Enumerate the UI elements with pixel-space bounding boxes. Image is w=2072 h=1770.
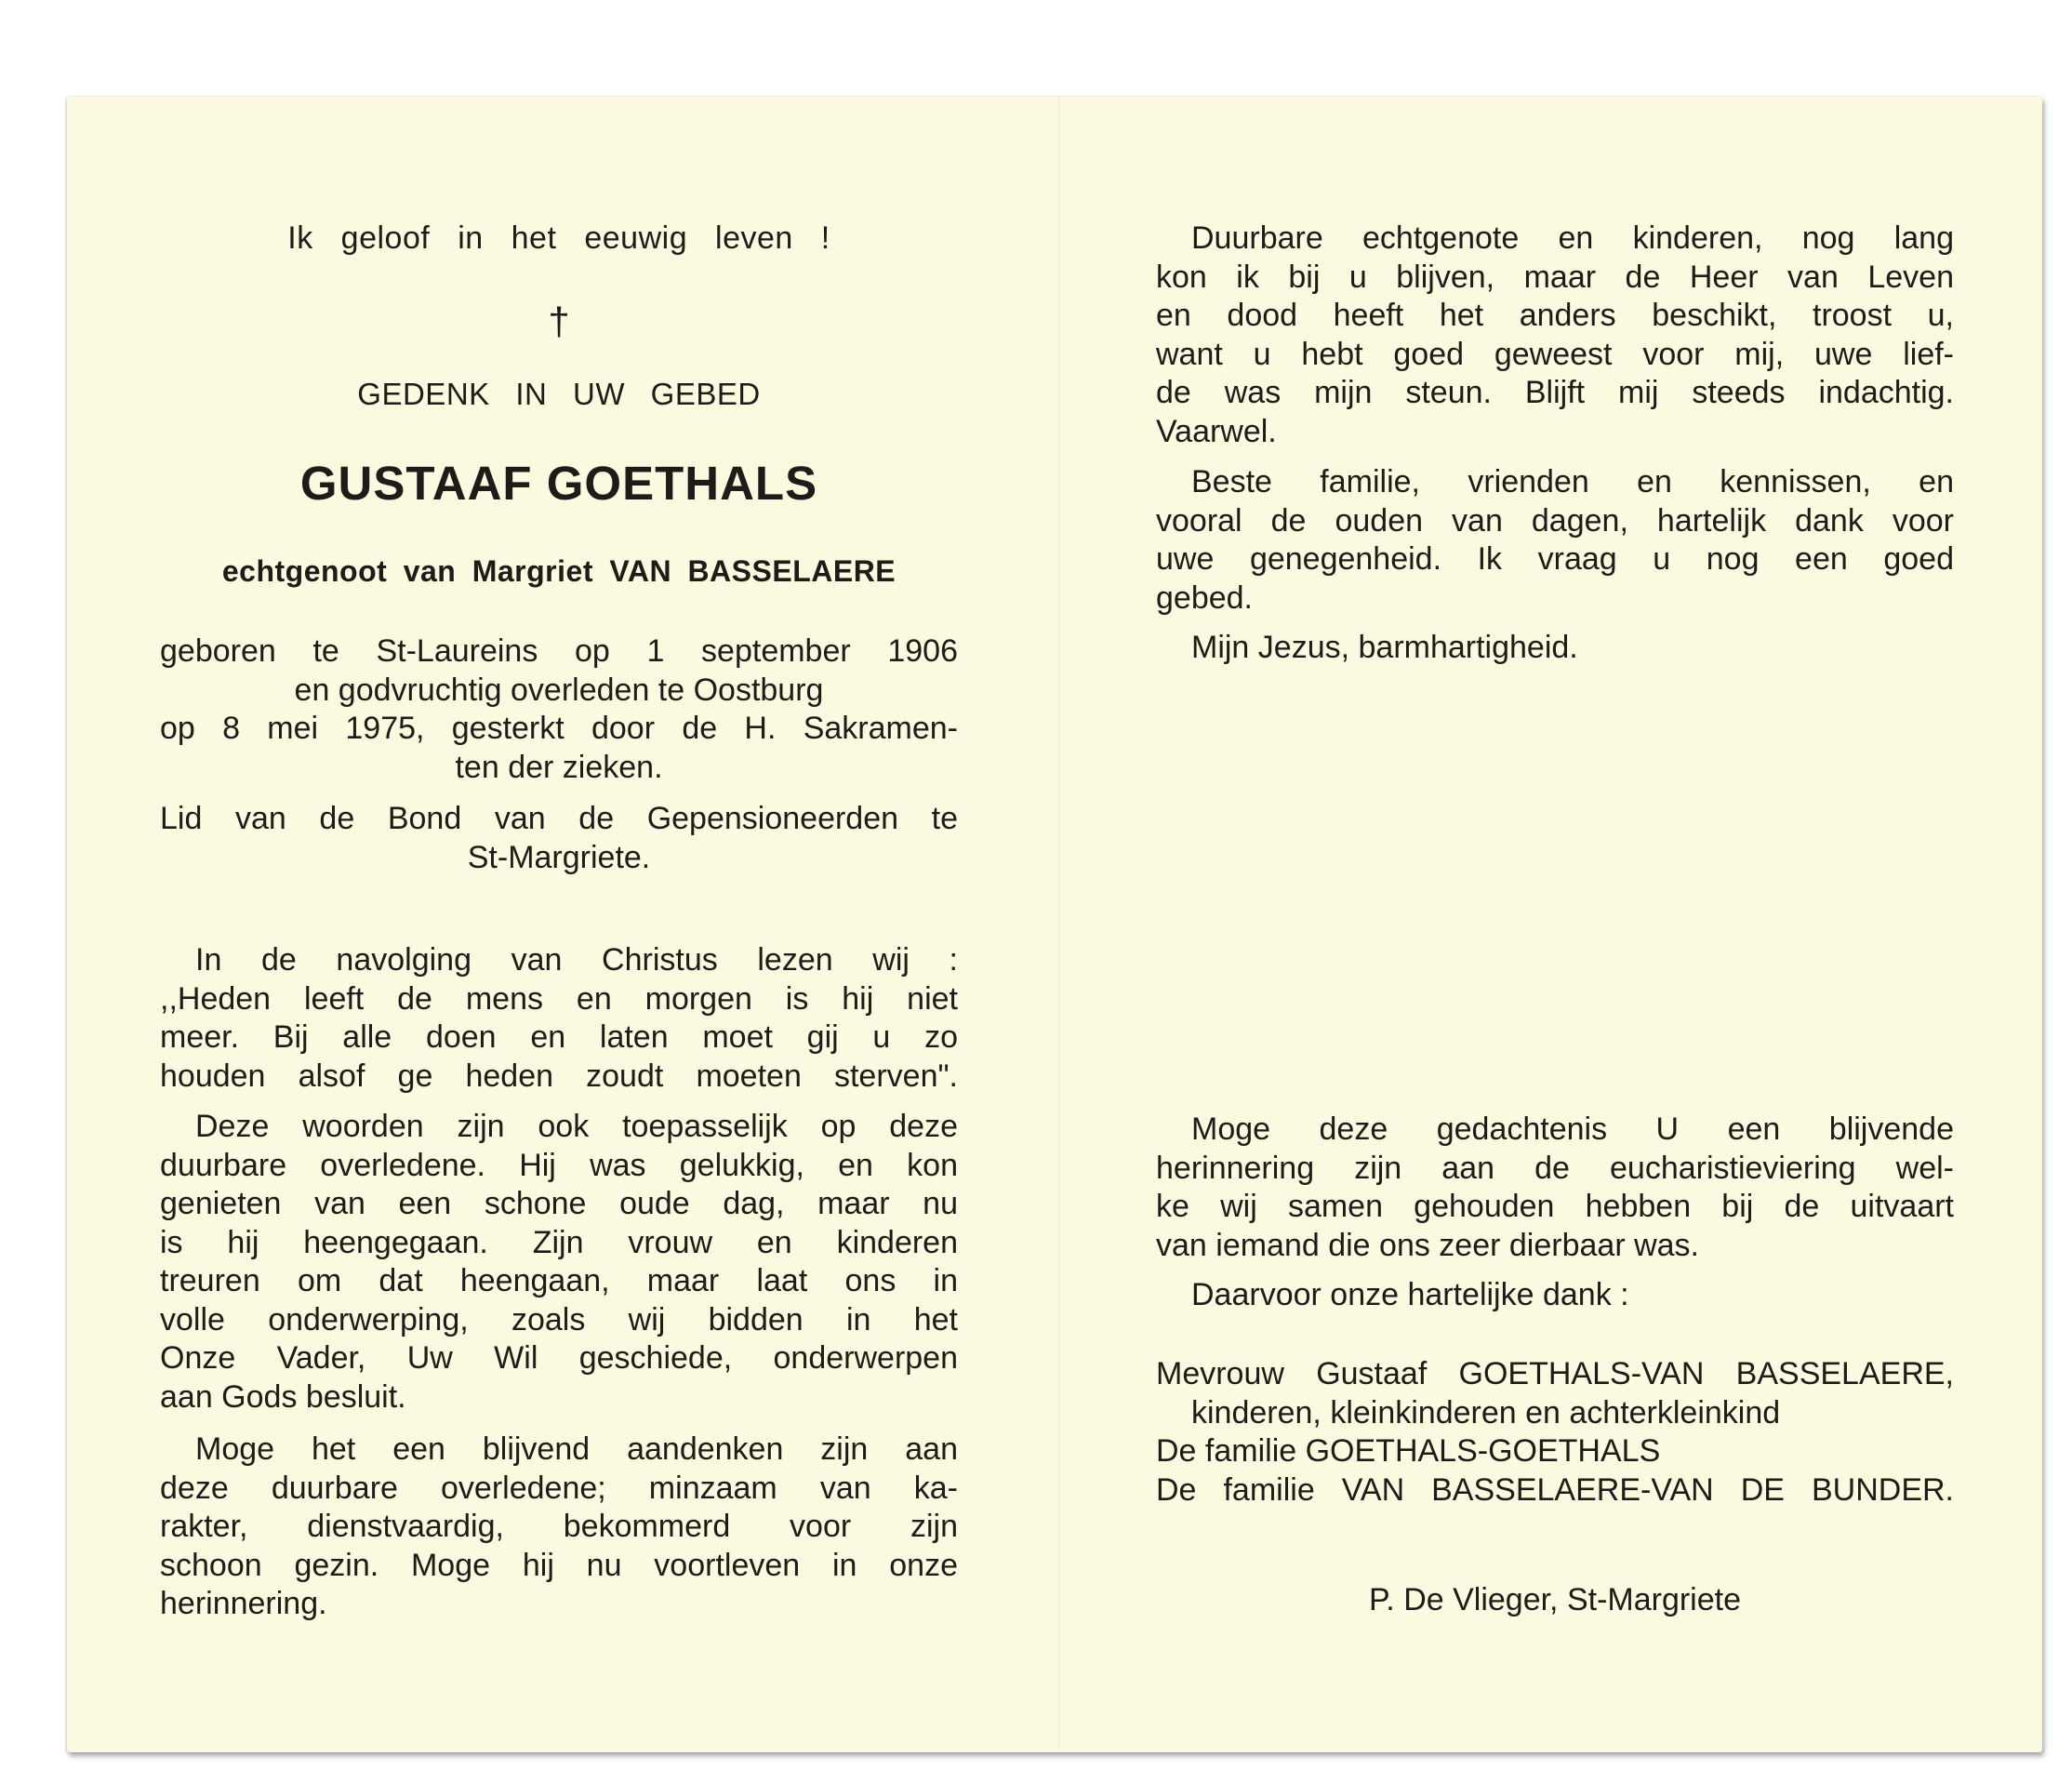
text-line: Onze Vader, Uw Wil geschiede, onderwerpen xyxy=(160,1340,958,1376)
text-line: aan Gods besluit. xyxy=(160,1378,406,1415)
imitation-quote-paragraph xyxy=(160,941,958,1096)
gratitude-paragraph xyxy=(1156,463,1954,618)
tribute-paragraph xyxy=(160,1108,958,1417)
text-line: Vaarwel. xyxy=(1156,413,1277,449)
printer-credit: P. De Vlieger, St-Margriete xyxy=(1369,1582,1741,1617)
text-line: herinnering. xyxy=(160,1586,327,1621)
text-line: houden alsof ge heden zoudt moeten sterven". xyxy=(160,1058,958,1094)
membership-block xyxy=(160,800,958,877)
text-line: ,,Heden leeft de mens en morgen is hij niet xyxy=(160,980,958,1017)
prayer-heading: GEDENK IN UW GEBED xyxy=(357,377,761,411)
text-line: ke wij samen gehouden hebben bij de uitvaart xyxy=(1156,1189,1954,1224)
thanks-line xyxy=(1156,1276,1954,1315)
text-line: De familie VAN BASSELAERE-VAN DE BUNDER. xyxy=(1156,1471,1954,1508)
text-line: Deze woorden zijn ook toepasselijk op deze xyxy=(195,1109,958,1144)
motto: Ik geloof in het eeuwig leven ! xyxy=(287,220,830,256)
text-line: rakter, dienstvaardig, bekommerd voor zijn xyxy=(160,1509,958,1544)
text-line: vooral de ouden van dagen, hartelijk dank voor xyxy=(1156,502,1954,539)
text-line: duurbare overledene. Hij was gelukkig, en kon xyxy=(160,1147,958,1183)
text-line: schoon gezin. Moge hij nu voortleven in onze xyxy=(160,1547,958,1583)
text-line: kinderen, kleinkinderen en achterkleinkind xyxy=(1191,1394,1781,1431)
text-line: en dood heeft het anders beschikt, troost u, xyxy=(1156,298,1954,333)
text-line: gebed. xyxy=(1156,579,1253,616)
remembrance-paragraph xyxy=(160,1431,958,1624)
text-line: St-Margriete. xyxy=(467,839,651,875)
deceased-name: GUSTAAF GOETHALS xyxy=(299,457,818,510)
text-line: is hij heengegaan. Zijn vrouw en kinderen xyxy=(160,1224,958,1260)
text-line: Mevrouw Gustaaf GOETHALS-VAN BASSELAERE, xyxy=(1156,1356,1954,1391)
text-line: de was mijn steun. Blijft mij steeds indachtig. xyxy=(1156,375,1954,410)
text-line: ten der zieken. xyxy=(455,749,663,785)
birth-death-block xyxy=(160,632,958,787)
text-line: op 8 mei 1975, gesterkt door de H. Sakramen- xyxy=(160,711,958,746)
text-line: want u hebt goed geweest voor mij, uwe lief- xyxy=(1156,336,1954,372)
text-line: treuren om dat heengaan, maar laat ons in xyxy=(160,1263,958,1298)
text-line: Beste familie, vrienden en kennissen, en xyxy=(1191,464,1954,499)
text-line: en godvruchtig overleden te Oostburg xyxy=(294,672,824,708)
text-line: geboren te St-Laureins op 1 september 1906 xyxy=(160,633,958,669)
text-line: Lid van de Bond van de Gepensioneerden te xyxy=(160,801,958,836)
text-line: genieten van een schone oude dag, maar nu xyxy=(160,1186,958,1221)
text-line: deze duurbare overledene; minzaam van ka- xyxy=(160,1470,958,1506)
text-line: Mijn Jezus, barmhartigheid. xyxy=(1191,630,1578,665)
text-line: herinnering zijn aan de eucharistieviering wel- xyxy=(1156,1150,1954,1186)
card-fold xyxy=(1058,97,1060,1752)
spouse-line: echtgenoot van Margriet VAN BASSELAERE xyxy=(221,554,897,588)
text-line: Moge het een blijvend aandenken zijn aan xyxy=(195,1431,958,1467)
text-line: uwe genegenheid. Ik vraag u nog een goed xyxy=(1156,541,1954,577)
text-line: De familie GOETHALS-GOETHALS xyxy=(1156,1433,1661,1469)
text-line: Moge deze gedachtenis U een blijvende xyxy=(1191,1111,1954,1147)
eucharist-paragraph xyxy=(1156,1111,1954,1265)
text-line: volle onderwerping, zoals wij bidden in het xyxy=(160,1301,958,1337)
text-line: kon ik bij u blijven, maar de Heer van Leven xyxy=(1156,259,1954,295)
text-line: Duurbare echtgenote en kinderen, nog lang xyxy=(1191,220,1954,256)
cross-symbol: † xyxy=(548,299,570,343)
family-signature-block xyxy=(1156,1355,1954,1510)
farewell-paragraph xyxy=(1156,220,1954,451)
text-line: van iemand die ons zeer dierbaar was. xyxy=(1156,1227,1699,1263)
text-line: meer. Bij alle doen en laten moet gij u zo xyxy=(160,1019,958,1055)
text-line: Daarvoor onze hartelijke dank : xyxy=(1191,1277,1629,1312)
text-line: In de navolging van Christus lezen wij : xyxy=(195,942,958,978)
prayer-line xyxy=(1156,629,1954,668)
